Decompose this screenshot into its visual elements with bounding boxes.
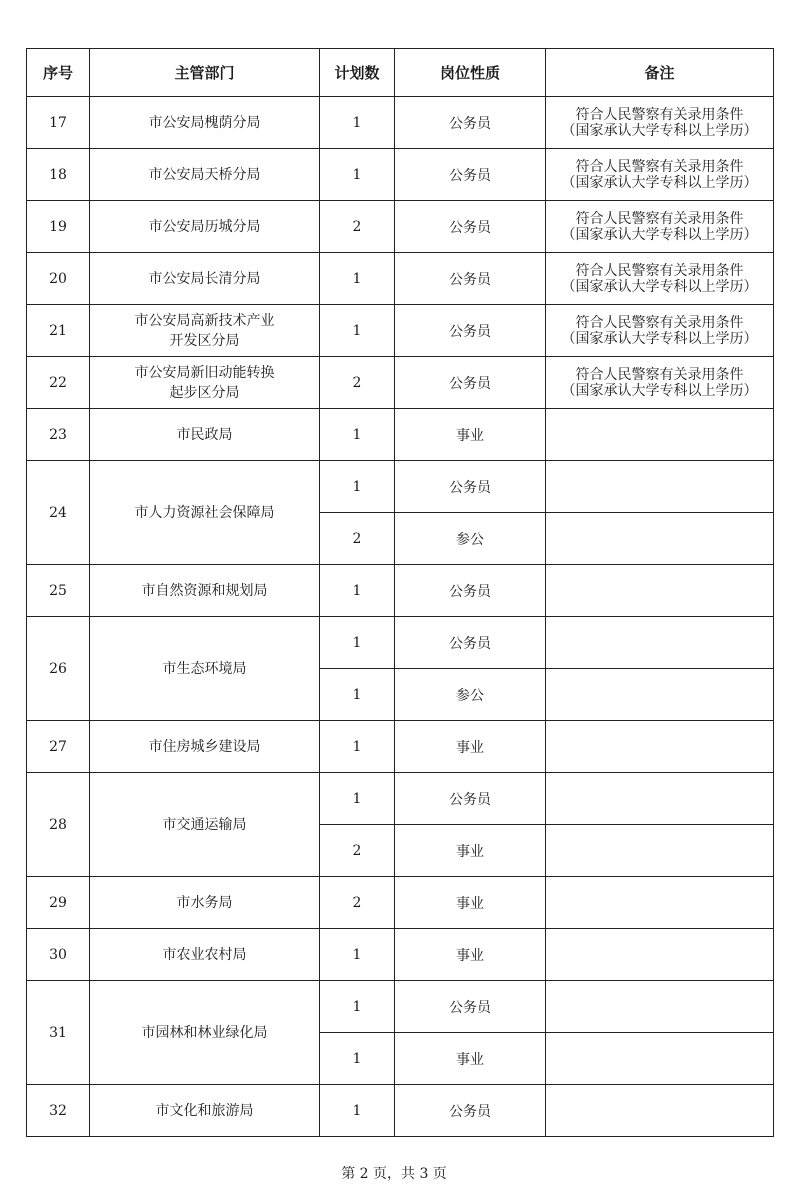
remark-line: （国家承认大学专科以上学历） xyxy=(561,382,758,399)
header-remarks: 备注 xyxy=(546,49,774,97)
table-row xyxy=(27,253,774,305)
cell-department xyxy=(90,877,320,929)
cell-count: 1 xyxy=(320,565,395,617)
cell-remarks xyxy=(546,201,774,253)
cell-count: 1 xyxy=(320,669,395,721)
cell-remarks xyxy=(546,617,774,669)
cell-serial: 23 xyxy=(27,409,90,461)
table-row xyxy=(27,773,774,825)
table-row xyxy=(27,461,774,513)
remark-line: 符合人民警察有关录用条件 xyxy=(575,314,744,331)
cell-serial: 19 xyxy=(27,201,90,253)
cell-position-type: 事业 xyxy=(395,825,546,877)
department-line: 市公安局新旧动能转换 xyxy=(134,364,275,381)
cell-remarks xyxy=(546,565,774,617)
department-line: 起步区分局 xyxy=(169,384,240,401)
remark-line: 符合人民警察有关录用条件 xyxy=(575,158,744,175)
department-line: 市园林和林业绿化局 xyxy=(141,1024,268,1041)
cell-position-type: 事业 xyxy=(395,929,546,981)
cell-serial: 27 xyxy=(27,721,90,773)
cell-count: 2 xyxy=(320,513,395,565)
department-line: 市文化和旅游局 xyxy=(155,1102,254,1119)
table-row xyxy=(27,721,774,773)
cell-position-type: 公务员 xyxy=(395,253,546,305)
cell-remarks xyxy=(546,1033,774,1085)
header-position-type: 岗位性质 xyxy=(395,49,546,97)
table-body xyxy=(27,97,774,1137)
department-line: 市人力资源社会保障局 xyxy=(134,504,275,521)
cell-remarks xyxy=(546,513,774,565)
cell-remarks xyxy=(546,357,774,409)
cell-department xyxy=(90,461,320,565)
cell-position-type: 事业 xyxy=(395,409,546,461)
cell-position-type: 公务员 xyxy=(395,565,546,617)
cell-remarks xyxy=(546,253,774,305)
cell-department xyxy=(90,97,320,149)
cell-count: 1 xyxy=(320,773,395,825)
table-row xyxy=(27,149,774,201)
cell-count: 1 xyxy=(320,981,395,1033)
cell-count: 1 xyxy=(320,617,395,669)
remark-line: （国家承认大学专科以上学历） xyxy=(561,122,758,139)
cell-remarks xyxy=(546,97,774,149)
cell-remarks xyxy=(546,877,774,929)
cell-serial: 29 xyxy=(27,877,90,929)
cell-position-type: 公务员 xyxy=(395,305,546,357)
cell-serial: 18 xyxy=(27,149,90,201)
cell-position-type: 公务员 xyxy=(395,461,546,513)
cell-position-type: 参公 xyxy=(395,669,546,721)
cell-count: 1 xyxy=(320,929,395,981)
cell-position-type: 事业 xyxy=(395,877,546,929)
table-row xyxy=(27,981,774,1033)
remark-line: 符合人民警察有关录用条件 xyxy=(575,210,744,227)
department-line: 市水务局 xyxy=(176,894,233,911)
cell-department xyxy=(90,253,320,305)
department-line: 市公安局天桥分局 xyxy=(148,166,261,183)
cell-serial: 31 xyxy=(27,981,90,1085)
cell-position-type: 参公 xyxy=(395,513,546,565)
cell-position-type: 公务员 xyxy=(395,201,546,253)
cell-department xyxy=(90,149,320,201)
cell-position-type: 公务员 xyxy=(395,1085,546,1137)
cell-remarks xyxy=(546,409,774,461)
cell-department xyxy=(90,201,320,253)
cell-serial: 24 xyxy=(27,461,90,565)
table-row xyxy=(27,201,774,253)
cell-count: 1 xyxy=(320,1085,395,1137)
remark-line: （国家承认大学专科以上学历） xyxy=(561,226,758,243)
cell-serial: 20 xyxy=(27,253,90,305)
department-line: 市民政局 xyxy=(176,426,233,443)
department-line: 开发区分局 xyxy=(169,332,240,349)
cell-serial: 25 xyxy=(27,565,90,617)
table-row xyxy=(27,357,774,409)
cell-department xyxy=(90,1085,320,1137)
cell-count: 1 xyxy=(320,305,395,357)
header-count: 计划数 xyxy=(320,49,395,97)
remark-line: （国家承认大学专科以上学历） xyxy=(561,174,758,191)
department-line: 市公安局历城分局 xyxy=(148,218,261,235)
cell-department xyxy=(90,617,320,721)
cell-remarks xyxy=(546,929,774,981)
table-row xyxy=(27,929,774,981)
table-row xyxy=(27,1085,774,1137)
department-line: 市住房城乡建设局 xyxy=(148,738,261,755)
department-line: 市公安局高新技术产业 xyxy=(134,312,275,329)
cell-count: 1 xyxy=(320,461,395,513)
cell-serial: 21 xyxy=(27,305,90,357)
cell-remarks xyxy=(546,669,774,721)
cell-position-type: 公务员 xyxy=(395,149,546,201)
cell-department xyxy=(90,721,320,773)
page-footer: 第 2 页，共 3 页 xyxy=(341,1166,447,1182)
department-line: 市交通运输局 xyxy=(162,816,247,833)
cell-position-type: 公务员 xyxy=(395,773,546,825)
cell-department xyxy=(90,929,320,981)
cell-count: 2 xyxy=(320,877,395,929)
cell-position-type: 公务员 xyxy=(395,97,546,149)
remark-line: 符合人民警察有关录用条件 xyxy=(575,106,744,123)
cell-remarks xyxy=(546,981,774,1033)
cell-serial: 26 xyxy=(27,617,90,721)
recruitment-plan-table xyxy=(26,48,774,1137)
header-serial: 序号 xyxy=(27,49,90,97)
table-row xyxy=(27,305,774,357)
department-line: 市生态环境局 xyxy=(162,660,247,677)
cell-department xyxy=(90,305,320,357)
cell-position-type: 事业 xyxy=(395,1033,546,1085)
department-line: 市公安局长清分局 xyxy=(148,270,261,287)
cell-position-type: 公务员 xyxy=(395,357,546,409)
cell-count: 1 xyxy=(320,97,395,149)
cell-count: 2 xyxy=(320,201,395,253)
table-row xyxy=(27,565,774,617)
cell-count: 1 xyxy=(320,253,395,305)
cell-serial: 32 xyxy=(27,1085,90,1137)
cell-serial: 28 xyxy=(27,773,90,877)
cell-count: 1 xyxy=(320,721,395,773)
cell-department xyxy=(90,565,320,617)
cell-count: 1 xyxy=(320,409,395,461)
header-row xyxy=(27,49,774,97)
cell-count: 2 xyxy=(320,357,395,409)
department-line: 市农业农村局 xyxy=(162,946,247,963)
cell-remarks xyxy=(546,773,774,825)
cell-remarks xyxy=(546,149,774,201)
cell-serial: 17 xyxy=(27,97,90,149)
cell-serial: 30 xyxy=(27,929,90,981)
cell-remarks xyxy=(546,1085,774,1137)
cell-department xyxy=(90,357,320,409)
table-row xyxy=(27,877,774,929)
cell-remarks xyxy=(546,461,774,513)
department-line: 市公安局槐荫分局 xyxy=(148,114,261,131)
cell-count: 1 xyxy=(320,1033,395,1085)
table-row xyxy=(27,97,774,149)
remark-line: （国家承认大学专科以上学历） xyxy=(561,330,758,347)
remark-line: 符合人民警察有关录用条件 xyxy=(575,366,744,383)
cell-serial: 22 xyxy=(27,357,90,409)
cell-position-type: 公务员 xyxy=(395,981,546,1033)
header-department: 主管部门 xyxy=(90,49,320,97)
cell-remarks xyxy=(546,825,774,877)
cell-remarks xyxy=(546,305,774,357)
remark-line: 符合人民警察有关录用条件 xyxy=(575,262,744,279)
cell-position-type: 事业 xyxy=(395,721,546,773)
cell-remarks xyxy=(546,721,774,773)
cell-count: 1 xyxy=(320,149,395,201)
cell-department xyxy=(90,981,320,1085)
table-row xyxy=(27,409,774,461)
department-line: 市自然资源和规划局 xyxy=(141,582,268,599)
cell-department xyxy=(90,773,320,877)
cell-department xyxy=(90,409,320,461)
table-row xyxy=(27,617,774,669)
remark-line: （国家承认大学专科以上学历） xyxy=(561,278,758,295)
cell-count: 2 xyxy=(320,825,395,877)
cell-position-type: 公务员 xyxy=(395,617,546,669)
